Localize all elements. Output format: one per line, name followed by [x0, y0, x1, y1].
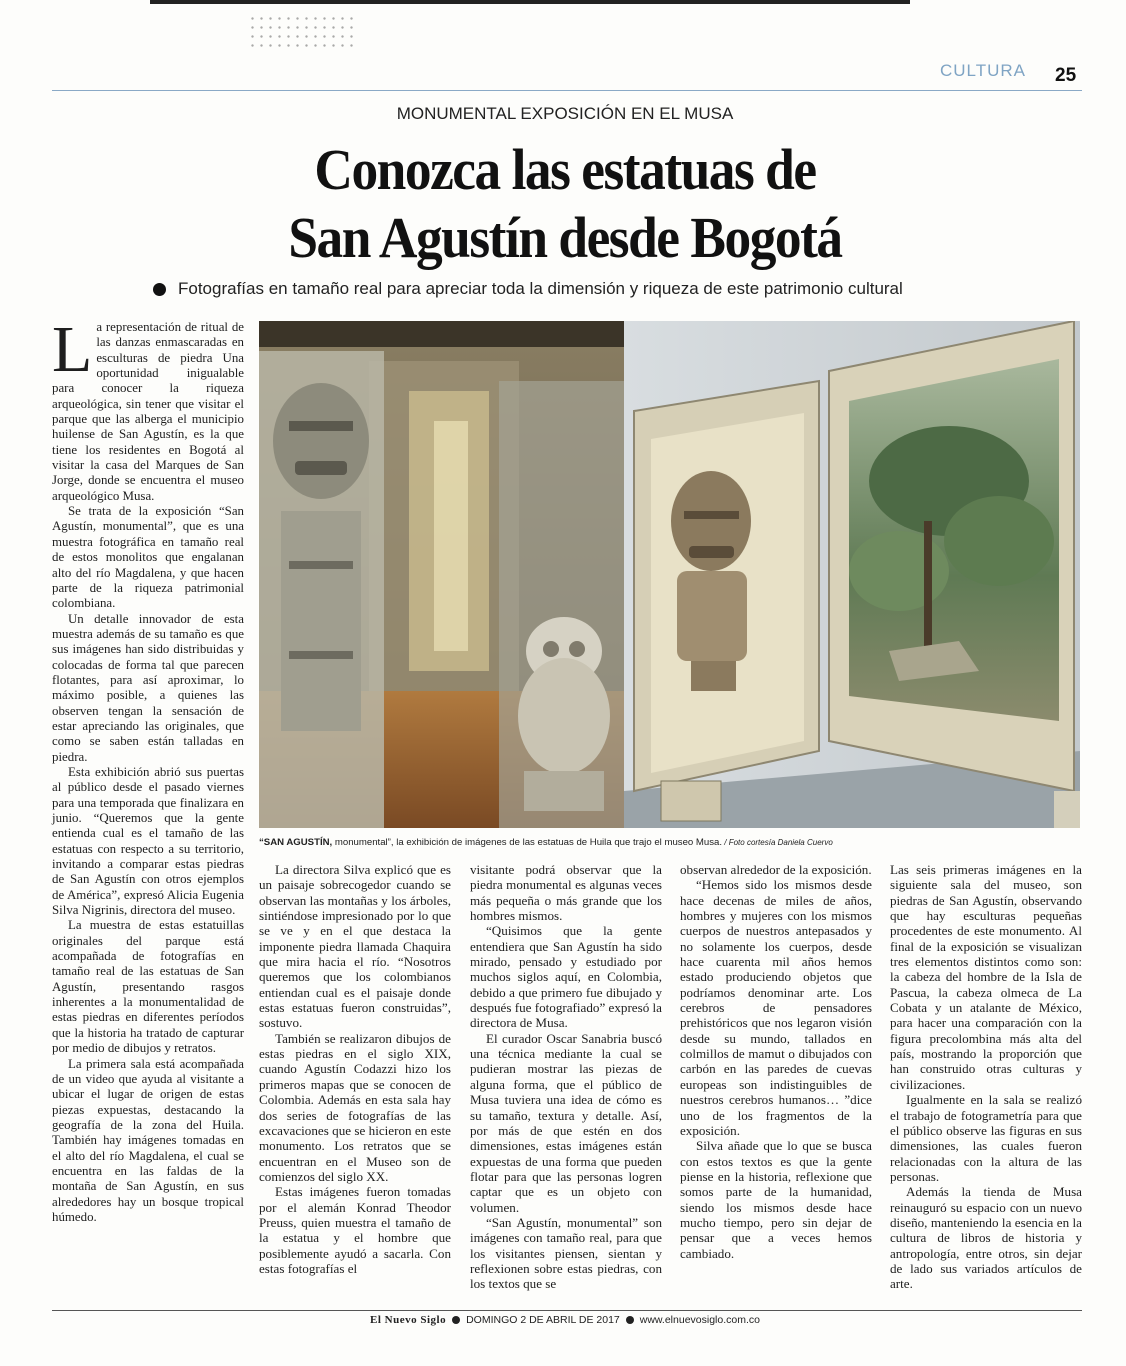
paragraph: La directora Silva explicó que es un paisaje sobrecogedor cuando se observan las montañas y los árboles, sintiéndose impresionado por lo que se ve y en el que destaca la imponente piedra llamada Chaquira que mira hacia el río. “Nosotros queremos que los colombianos entiendan cual es el paisaje donde estas estatuas fueron construidas”, sostuvo.: [259, 862, 451, 1031]
top-edge-rule: [150, 0, 910, 4]
article-headline: [100, 136, 1029, 272]
paragraph: Un detalle innovador de esta muestra además de su tamaño es que sus imágenes han sido distribuidas y colocadas de forma tal que parecen flotantes, para así aproximar, lo máximo posible, a quienes las observen tengan la sensación de estar apreciando las originales, que como se saben están talladas en piedra.: [52, 611, 244, 764]
text-column-5: [890, 862, 1082, 1292]
paragraph: Igualmente en la sala se realizó el trabajo de fotogrametría para que el público observe las figuras en sus dimensiones, las cuales fueron relacionadas con la altura de las personas.: [890, 1092, 1082, 1184]
paragraph: Silva añade que lo que se busca con estos textos es que la gente piense en la historia, reflexione que somos parte de la humanidad, siendo los mismos desde hace mucho tiempo, pero sin dejar de pensar que a veces hemos cambiado.: [680, 1138, 872, 1261]
website-link[interactable]: www.elnuevosiglo.com.co: [639, 1314, 760, 1326]
separator-dot-icon: [626, 1316, 634, 1324]
paragraph: La muestra de estas estatuillas originales del parque está acompañada de fotografías en tamaño real de las estatuas de San Agustín, presentando rasgos inherentes a la monumentalidad de estas piedras en diferentes períodos que la historia ha tratado de capturar por medio de dibujos y retratos.: [52, 918, 244, 1056]
photo-caption: [259, 837, 1080, 848]
text-column-2: [259, 862, 451, 1276]
page-footer: [0, 1314, 1126, 1326]
paragraph: observan alrededor de la exposición.: [680, 862, 872, 877]
paragraph: El curador Oscar Sanabria buscó una técnica mediante la cual se pudieran mostrar las piezas de alguna forma, que el público de Musa tuviera una idea de cómo es su tamaño, textura y detalle. Así, por más de que estén en dos dimensiones, estas imágenes están expuestas de una forma que pueden flotar para que las personas logren captar que es un objeto con volumen.: [470, 1030, 662, 1215]
paragraph: “Hemos sido los mismos desde hace decenas de miles de años, hombres y mujeres con los mismos cuerpos de nuestros antepasados y no solamente los cuerpos, desde hace cuarenta mil años hemos estado produciendo objetos que podríamos denominar arte. Los cerebros de pensadores prehistóricos que nos legaron visión desde su mundo, tallados en colmillos de mamut o dibujados con carbón en las paredes de cuevas europeas son indistinguibles de nuestros cerebros humanos… ”dice uno de los fragmentos de la exposición.: [680, 877, 872, 1138]
paragraph: Además la tienda de Musa reinauguró su espacio con un nuevo diseño, manteniendo la esencia en la cultura de libros de historia y antropología, entre otros, sin dejar de lado sus variados artículos de arte.: [890, 1184, 1082, 1292]
paragraph: También se realizaron dibujos de estas piedras en el siglo XIX, cuando Agustín Codazzi hizo los primeros mapas que se conocen de Colombia. Además en esta sala hay dos series de fotografías de las excavaciones que se hicieron en este monumento. Los retratos que se encuentran en el Museo son de comienzos del siglo XX.: [259, 1030, 451, 1184]
paragraph: Se trata de la exposición “San Agustín, monumental”, que es una muestra fotográfica en tamaño real de estos monolitos que engalanan alto del río Magdalena, y que hacen parte de la riqueza patrimonial colombiana.: [52, 504, 244, 611]
exhibition-photo: [259, 321, 1080, 828]
caption-lead: “SAN AGUSTÍN,: [259, 837, 333, 848]
subhead-text: Fotografías en tamaño real para apreciar toda la dimensión y riqueza de este patrimonio cultural: [178, 279, 903, 298]
paragraph: “San Agustín, monumental” son imágenes con tamaño real, para que los visitantes piensen, sientan y reflexionen sobre estas piedras, con los textos que se: [470, 1214, 662, 1292]
page-number: 25: [1055, 65, 1077, 86]
paragraph: La representación de ritual de las danzas enmascaradas en esculturas de piedra Una oportunidad inigualable para conocer la riqueza arqueológica, sin tener que visitar el parque que las alberga el municipio huilense de San Agustín, es la que tiene los residentes en Bogotá al visitar la casa del Marques de San Jorge, donde se encuentra el museo arqueológico Musa.: [52, 313, 244, 503]
caption-credit: / Foto cortesía Daniela Cuervo: [722, 838, 833, 847]
section-label: CULTURA: [939, 61, 1026, 80]
drop-cap: L: [52, 313, 93, 386]
text-column-3: [470, 862, 662, 1292]
text-column-4: [680, 862, 872, 1261]
footer-rule: [52, 1310, 1082, 1311]
headline-line-2: San Agustín desde Bogotá: [288, 205, 842, 270]
paragraph: Estas imágenes fueron tomadas por el alemán Konrad Theodor Preuss, quien muestra el tamaño de la estatua y el hombre que posiblemente ayudó a sacarla. Con estas fotografías el: [259, 1184, 451, 1276]
article-kicker: MONUMENTAL EXPOSICIÓN EN EL MUSA: [396, 104, 734, 123]
caption-text: monumental”, la exhibición de imágenes de las estatuas de Huila que trajo el museo Musa.: [332, 837, 723, 848]
bullet-icon: [153, 283, 166, 296]
paragraph: La primera sala está acompañada de un video que ayuda al visitante a ubicar el lugar de origen de estas piezas expuestas, destacando la geografía de la zona del Huila. También hay imágenes tomadas en el alto del río Magdalena, el cual se encuentra en las faldas de la montaña de San Agustín, en sus alrededores hay un bosque tropical húmedo.: [52, 1056, 244, 1224]
publication-date: DOMINGO 2 DE ABRIL DE 2017: [466, 1314, 620, 1326]
header-rule: [52, 90, 1082, 91]
paragraph: visitante podrá observar que la piedra monumental es algunas veces más pequeña o más grande que los hombres mismos.: [470, 862, 662, 924]
separator-dot-icon: [452, 1316, 460, 1324]
paragraph: Esta exhibición abrió sus puertas al público desde el pasado viernes para una temporada que finalizara en junio. “Queremos que la gente entienda cual es el tamaño de las estatuas con respecto a su territorio, invitando a comparar estas piedras de San Agustín con otros ejemplos de América”, expresó Alicia Eugenia Silva Nigrinis, directora del museo.: [52, 764, 244, 918]
newspaper-brand: El Nuevo Siglo: [370, 1314, 447, 1326]
headline-line-1: Conozca las estatuas de: [314, 137, 816, 202]
paragraph: “Quisimos que la gente entendiera que San Agustín ha sido mirado, pensado y estudiado por muchos siglos aquí, en Colombia, debido a que primero fue dibujado y después fue fotografiado” expresó la directora de Musa.: [470, 923, 662, 1031]
text-column-1: [52, 313, 244, 1225]
paragraph: Las seis primeras imágenes en la siguiente sala del museo, son piedras de San Agustín, observando que hay esculturas pequeñas procedentes de este monumento. Al final de la exposición se visualizan tres elementos distintos como son: la cabeza del hombre de la Isla de Pascua, la cabeza olmeca de La Cobata y un atalante de México, para hacer una comparación con la figura precolombina más alta del país, mostrando la proporción que han construido otras culturas y civilizaciones.: [890, 862, 1082, 1092]
article-subhead: [153, 279, 1013, 299]
scan-specks: [248, 14, 358, 50]
exhibition-photo-illustration: [259, 321, 1080, 828]
